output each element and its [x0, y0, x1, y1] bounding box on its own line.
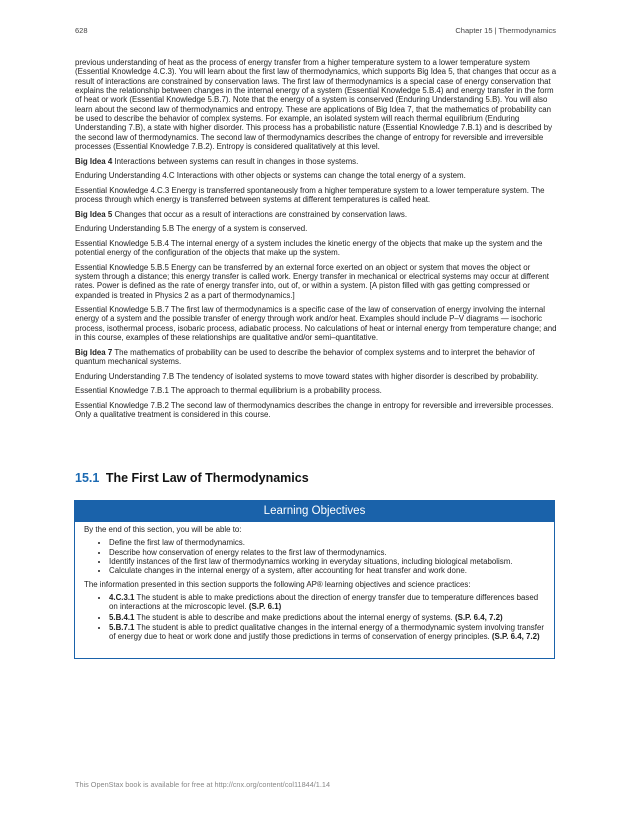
item-eu-7b: Enduring Understanding 7.B The tendency of isolated systems to move toward states with higher disorder is described by probability. [75, 371, 539, 381]
ap-text: The student is able to predict qualitative changes in the internal energy of a thermodynamic system involving transfer of energy due to heat or work done and justify those predictions in terms of conservation of energy principles. [109, 623, 544, 642]
ap-objective-item [109, 613, 545, 622]
ap-text: The student is able to make predictions about the direction of energy transfer due to temperature differences based on interactions at the microscopic level. [109, 593, 539, 612]
item-ek-5b4: Essential Knowledge 5.B.4 The internal energy of a system includes the kinetic energy of the objects that make up the system and the potential energy of the configuration of the objects that make up the system. [75, 238, 543, 257]
section-heading: The First Law of Thermodynamics [105, 471, 309, 485]
ap-code: 5.B.7.1 [109, 623, 135, 633]
intro-paragraph: previous understanding of heat as the process of energy transfer from a higher temperature system to a lower temperature system (Essential Knowledge 4.C.3). You will learn about the first law of thermodynamics, which supports Big Idea 5, that changes that occur as a result of interactions are constrained by conservation laws. The first law of thermodynamics is a special case of energy conservation that explains the relationship between changes in the internal energy of a system (Essential Knowledge 5.B.4) and energy transfer in the form of heat or work (Essential Knowledge 5.B.7). Note that the energy of a system is conserved (Enduring Understanding 5.B). You will also learn about the second law of thermodynamics and entropy. These are applications of Big Idea 7, that the mathematics of probability can be used to describe the behavior of complex systems. For example, an isolated system will reach thermal equilibrium (Enduring Understanding 7.B), a state with higher disorder. This process has a probabilistic nature (Essential Knowledge 7.B.1) and is described by the second law of thermodynamics. The second law of thermodynamics describes the change of entropy for reversible and irreversible processes (Essential Knowledge 7.B.2). Entropy is considered qualitatively at this level. [75, 58, 557, 152]
section-number: 15.1 [75, 471, 100, 485]
page-number: 628 [75, 26, 88, 35]
objectives-list [84, 538, 545, 575]
ap-objective-item [109, 623, 545, 642]
ap-code: 4.C.3.1 [109, 593, 135, 603]
item-ek-5b7: Essential Knowledge 5.B.7 The first law of thermodynamics is a specific case of the law of conservation of energy involving the internal energy of a system and the possible transfer of energy through work and/or heat. Examples should include P–V diagrams — isochoric process, isothermal process, isobaric process, adiabatic process. No calculations of heat or internal energy from temperature change; and in this course, examples of these relationships are qualitative and/or semi–quantitative. [75, 305, 557, 343]
ap-objectives-list [84, 593, 545, 642]
ap-science-practice: (S.P. 6.1) [248, 602, 282, 612]
learning-objectives-box [74, 500, 555, 659]
body-text [75, 58, 557, 424]
item-text: Changes that occur as a result of interactions are constrained by conservation laws. [112, 209, 408, 219]
item-label: Big Idea 5 [75, 209, 113, 219]
item-ek-7b1: Essential Knowledge 7.B.1 The approach to thermal equilibrium is a probability process. [75, 386, 382, 396]
learning-objectives-content [75, 522, 554, 642]
item-ek-7b2: Essential Knowledge 7.B.2 The second law of thermodynamics describes the change in entropy for reversible and irreversible processes. Only a qualitative treatment is considered in this course. [75, 400, 554, 419]
learning-objectives-heading: Learning Objectives [75, 501, 554, 522]
item-ek-5b5: Essential Knowledge 5.B.5 Energy can be transferred by an external force exerted on an object or system that moves the object or system through a distance; this energy transfer is called work. Energy transfer in mechanical or electrical systems may occur at different rates. Power is defined as the rate of energy transfer into, out of, or within a system. [A piston filled with gas getting compressed or expanded is treated in Physics 2 as a part of thermodynamics.] [75, 262, 549, 300]
item-big-idea-4 [75, 157, 557, 166]
item-eu-4c: Enduring Understanding 4.C Interactions with other objects or systems can change the total energy of a system. [75, 171, 466, 181]
ap-code: 5.B.4.1 [109, 612, 135, 622]
item-label: Big Idea 4 [75, 156, 113, 166]
objective-item: • Calculate changes in the internal energy of a system, after accounting for heat transfer and work done. [109, 566, 545, 575]
item-text: Interactions between systems can result in changes in those systems. [112, 156, 359, 166]
ap-science-practice: (S.P. 6.4, 7.2) [491, 632, 540, 642]
item-big-idea-7 [75, 348, 557, 367]
objective-item: • Define the first law of thermodynamics. [109, 538, 545, 547]
section-title [75, 471, 309, 485]
ap-science-practice: (S.P. 6.4, 7.2) [454, 612, 503, 622]
item-eu-5b: Enduring Understanding 5.B The energy of a system is conserved. [75, 224, 308, 234]
ap-intro: The information presented in this section supports the following AP® learning objectives and science practices: [84, 579, 471, 589]
objectives-intro: By the end of this section, you will be able to: [84, 525, 242, 534]
objective-item: • Identify instances of the first law of thermodynamics working in everyday situations, including biological metabolism. [109, 557, 545, 566]
item-label: Big Idea 7 [75, 347, 113, 357]
item-big-idea-5 [75, 210, 557, 219]
footer: This OpenStax book is available for free at http://cnx.org/content/col11844/1.14 [75, 780, 331, 789]
ap-text: The student is able to describe and make predictions about the internal energy of systems. [134, 612, 455, 622]
chapter-header: Chapter 15 | Thermodynamics [455, 26, 556, 35]
item-ek-4c3: Essential Knowledge 4.C.3 Energy is transferred spontaneously from a higher temperature system to a lower temperature system. The process through which energy is transferred between systems at different temperatures is called heat. [75, 185, 545, 205]
ap-objective-item [109, 593, 545, 612]
objective-item: • Describe how conservation of energy relates to the first law of thermodynamics. [109, 548, 545, 557]
item-text: The mathematics of probability can be used to describe the behavior of complex systems and to interpret the behavior of quantum mechanical systems. [75, 347, 535, 366]
